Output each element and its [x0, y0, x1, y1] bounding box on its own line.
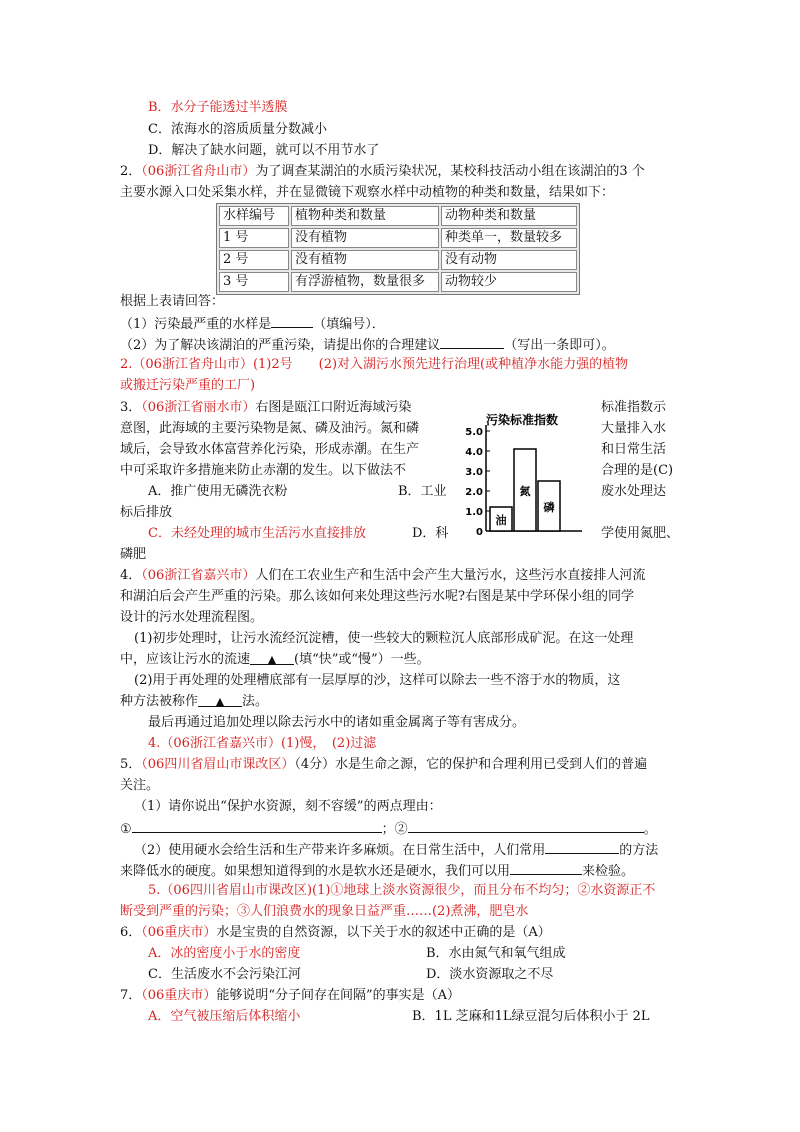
q4-sub2-line2 [120, 692, 268, 712]
table-cell: 种类单一，数量较多 [441, 228, 577, 248]
q7-option-a: A．空气被压缩后体积缩小 [148, 1009, 301, 1024]
table-row [219, 228, 577, 248]
q1-option-c: C．浓海水的溶质质量分数减小 [148, 122, 327, 137]
q2-line2: 主要水源入口处采集水样，并在显微镜下观察水样中动植物的种类和数量，结果如下： [120, 185, 615, 200]
answer-blank [271, 313, 313, 328]
answer-blank [408, 818, 644, 833]
q4-sub2-tail: 法。 [242, 694, 269, 709]
q2-sub1-tail: （填编号）． [313, 317, 385, 332]
q2-after-table: 根据上表请回答： [120, 294, 225, 309]
q3-option-b-part1: B．工业 [398, 484, 447, 499]
q4-sub1-line1: (1)初步处理时，让污水流经沉淀槽，使一些较大的颗粒沉人底部形成矿泥。在这一处理 [134, 631, 634, 646]
q4-sub1-tail: (填“快”或“慢”）一些。 [294, 652, 430, 667]
q5-sub2-text: （2）使用硬水会给生活和生产带来许多麻烦。在日常生活中，人们常用 [134, 843, 546, 858]
table-cell: 1 号 [219, 228, 289, 248]
q6-text: 水是宝贵的自然资源，以下关于水的叙述中正确的是（A） [216, 925, 551, 940]
q4-source: （06浙江省嘉兴市） [141, 568, 256, 583]
table-cell: 没有植物 [291, 228, 439, 248]
q5-sub1: （1）请你说出“保护水资源，刻不容缓”的两点理由： [134, 799, 442, 814]
answer-blank [198, 692, 242, 707]
answer-blank [510, 860, 582, 875]
table-cell: 没有植物 [291, 250, 439, 270]
bar-label: 氮 [519, 485, 531, 498]
q6-number: 6． [120, 925, 142, 940]
q4-number: 4． [120, 568, 142, 583]
q3-option-b-part2: 废水处理达 [601, 484, 667, 499]
q3-option-d-part1: D．科 [412, 526, 449, 541]
bar-label: 磷 [543, 501, 555, 514]
table-header-cell: 动物种类和数量 [441, 206, 577, 226]
q4-sub2-line1: (2)用于再处理的处理槽底部有一层厚厚的沙，这样可以除去一些不溶于水的物质，这 [134, 673, 621, 688]
q2-sub2-text: （2）为了解决该湖泊的严重污染，请提出你的合理建议 [120, 338, 441, 353]
q3-right3: 和日常生活 [601, 442, 667, 457]
bar-label: 油 [495, 514, 507, 527]
table-row [219, 250, 577, 270]
q7-source: （06重庆市） [141, 988, 217, 1003]
q3-line3: 域后，会导致水体富营养化污染，形成赤潮。在生产 [120, 442, 420, 457]
y-tick-label: 5.0 [465, 427, 483, 438]
q5-sub2-text2: 来降低水的硬度。如果想知道得到的水是软水还是硬水，我们可以用 [120, 864, 511, 879]
q5-sub2-line1 [134, 839, 658, 861]
table-cell: 3 号 [219, 272, 289, 292]
q5-answer-line2: 断受到严重的污染；③人们浪费水的现象日益严重……(2)煮沸，肥皂水 [120, 904, 529, 919]
q5-sub2-line2 [120, 860, 634, 882]
q2-sub1-text: （1）污染最严重的水样是 [120, 317, 272, 332]
q3-option-b-part3: 标后排放 [120, 505, 173, 520]
q2-line1 [120, 162, 645, 182]
q6-option-a: A．冰的密度小于水的密度 [148, 946, 301, 961]
q4-sub2-text: 种方法被称作 [120, 694, 199, 709]
q2-answer-line2: 或搬迁污染严重的工厂) [120, 378, 256, 393]
q5-line1 [120, 755, 647, 775]
answer-blank [250, 650, 294, 665]
q5-sub2-tail2: 来检验。 [582, 864, 635, 879]
q6-option-d: D．淡水资源取之不尽 [426, 967, 554, 982]
q6-option-b: B．水由氮气和氧气组成 [426, 946, 566, 961]
table-header-row [219, 206, 577, 226]
q4-sub1-text: 中，应该让污水的流速 [120, 652, 251, 667]
q5-sub1-blanks [120, 818, 657, 840]
table-cell: 没有动物 [441, 250, 577, 270]
q2-text1: 为了调查某湖泊的水质污染状况，某校科技活动小组在该湖泊的3 个 [255, 164, 645, 179]
blank-marker: ▲ [267, 653, 277, 666]
answer-blank [440, 334, 504, 349]
q7-number: 7． [120, 988, 142, 1003]
q5-line2: 关注。 [120, 778, 160, 793]
q5-sub2-tail: 的方法 [619, 843, 659, 858]
y-tick-label: 2.0 [465, 487, 483, 498]
q6-option-c: C．生活废水不会污染江河 [148, 967, 301, 982]
table-cell: 有浮游植物，数量很多 [291, 272, 439, 292]
q3-line2: 意图，此海域的主要污染物是氮、磷及油污。氮和磷 [120, 421, 420, 436]
pollution-index-chart [456, 400, 596, 540]
q5-circle-1: ① [120, 822, 132, 837]
q5-source: （06四川省眉山市课改区） [141, 757, 295, 772]
q3-left1: 右图是瓯江口附近海域污染 [255, 400, 412, 415]
q4-line3: 设计的污水处理流程图。 [120, 610, 264, 625]
q4-sub1-line2 [120, 650, 430, 670]
table-row [219, 272, 577, 292]
q7-option-b: B．1L 芝麻和1L绿豆混匀后体积小于 2L [412, 1009, 650, 1024]
q4-sub3: 最后再通过追加处理以除去污水中的诸如重金属离子等有害成分。 [148, 715, 526, 730]
answer-blank [132, 818, 382, 833]
q3-option-a: A．推广使用无磷洗衣粉 [148, 484, 288, 499]
q1-option-d: D．解决了缺水问题，就可以不用节水了 [148, 143, 380, 158]
blank-marker: ▲ [215, 695, 225, 708]
q3-number: 3． [120, 400, 142, 415]
q4-text1: 人们在工农业生产和生活中会产生大量污水，这些污水直接排人河流 [255, 568, 646, 583]
q5-circle-2: ；② [381, 822, 408, 837]
table-header-cell: 植物种类和数量 [291, 206, 439, 226]
q3-right4: 合理的是(C) [601, 463, 674, 478]
q7-text: 能够说明“分子间存在间隔”的事实是（A） [216, 988, 461, 1003]
table-cell: 2 号 [219, 250, 289, 270]
q3-source: （06浙江省丽水市） [141, 400, 256, 415]
water-sample-table [216, 203, 580, 295]
q7-line1 [120, 986, 460, 1006]
q2-number: 2． [120, 164, 142, 179]
q3-option-d-part2: 学使用氮肥、 [601, 526, 680, 541]
q3-option-d-part3: 磷肥 [120, 547, 147, 562]
q3-line1 [120, 398, 411, 418]
table-cell: 动物较少 [441, 272, 577, 292]
q2-source: （06浙江省舟山市） [141, 164, 256, 179]
chart-svg [456, 400, 596, 540]
q3-right2: 大量排入水 [601, 421, 667, 436]
q4-answer: 4.（06浙江省嘉兴市）(1)慢， (2)过滤 [148, 736, 377, 751]
chart-title: 污染标准指数 [486, 413, 559, 427]
y-tick-label: 4.0 [465, 447, 483, 458]
y-tick-label: 3.0 [465, 467, 483, 478]
y-tick-label: 1.0 [465, 507, 483, 518]
q5-number: 5． [120, 757, 142, 772]
q3-right1: 标准指数示 [601, 400, 667, 415]
q4-line2: 和湖泊后会产生严重的污染。那么该如何来处理这些污水呢?右图是某中学环保小组的同学 [120, 589, 634, 604]
q3-line4: 中可采取许多措施来防止赤潮的发生。以下做法不 [120, 463, 407, 478]
q5-text1: （4分）水是生命之源，它的保护和合理利用已受到人们的普遍 [294, 757, 648, 772]
q4-line1 [120, 566, 645, 586]
q2-answer-line1: 2.（06浙江省舟山市）(1)2号 (2)对入湖污水预先进行治理(或种植净水能力强的植物 [120, 357, 629, 372]
q5-answer-line1: 5.（06四川省眉山市课改区)(1)①地球上淡水资源很少，而且分布不均匀；②水资源正不 [148, 883, 656, 898]
y-tick-label: 0 [476, 527, 483, 538]
q2-sub1 [120, 313, 385, 335]
q6-line1 [120, 923, 551, 943]
q5-end: 。 [643, 822, 657, 837]
answer-blank [545, 839, 619, 854]
q6-source: （06重庆市） [141, 925, 217, 940]
table-header-cell: 水样编号 [219, 206, 289, 226]
q3-option-c: C．未经处理的城市生活污水直接排放 [148, 526, 366, 541]
q2-sub2-tail: （写出一条即可）。 [504, 338, 615, 353]
q2-sub2 [120, 334, 615, 356]
q1-option-b: B．水分子能透过半透膜 [148, 100, 288, 115]
